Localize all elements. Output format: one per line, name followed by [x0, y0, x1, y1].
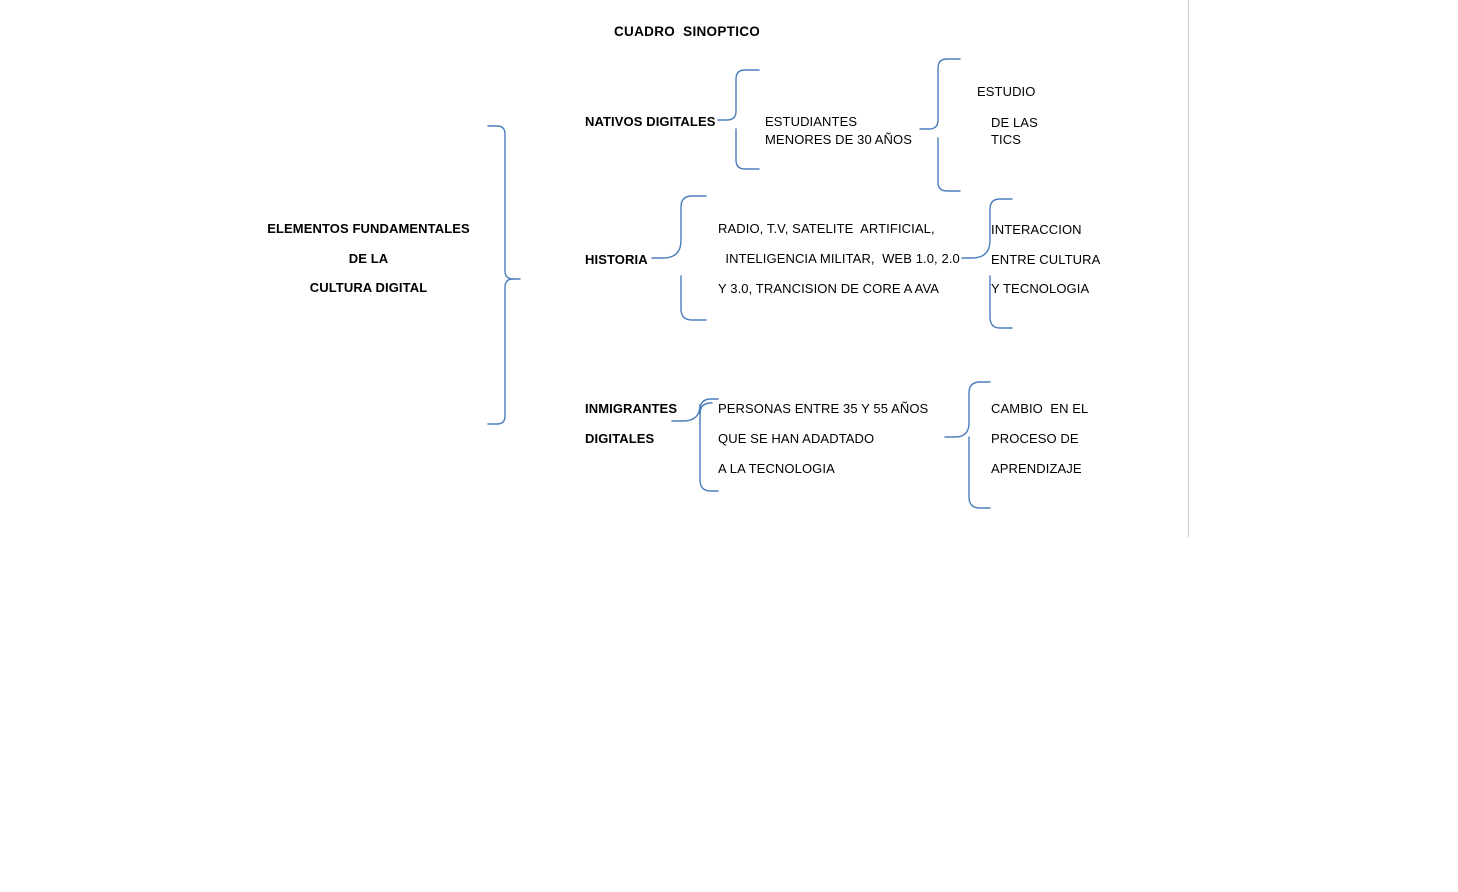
branch-sub-historia-line1: INTERACCION	[991, 222, 1082, 237]
branch-detail-nativos-line1: ESTUDIANTES	[765, 114, 858, 129]
branch-detail-inmigrantes-line2: QUE SE HAN ADADTADO	[718, 431, 875, 446]
branch-sub-nativos-line1: ESTUDIO	[977, 84, 1036, 99]
branch-sub-nativos-line2: DE LAS	[991, 115, 1038, 130]
branch-label-historia: HISTORIA	[585, 252, 648, 267]
branch-detail-historia-line2: INTELIGENCIA MILITAR, WEB 1.0, 2.0	[718, 251, 960, 266]
branch-sub-inmigrantes-line3: APRENDIZAJE	[991, 461, 1082, 476]
branch-detail-historia-line3: Y 3.0, TRANCISION DE CORE A AVA	[718, 281, 940, 296]
branch-label-nativos-digitales: NATIVOS DIGITALES	[585, 114, 716, 129]
branch-detail-historia-line1: RADIO, T.V, SATELITE ARTIFICIAL,	[718, 221, 935, 236]
page-edge-divider	[1188, 0, 1189, 537]
branch-sub-inmigrantes-line1: CAMBIO EN EL	[991, 401, 1089, 416]
root-label-line2: DE LA	[348, 251, 389, 266]
root-label-line1: ELEMENTOS FUNDAMENTALES	[267, 221, 470, 236]
branch-sub-historia-line2: ENTRE CULTURA	[991, 252, 1101, 267]
branch-sub-inmigrantes-line2: PROCESO DE	[991, 431, 1079, 446]
branch-sub-nativos-line3: TICS	[991, 132, 1022, 147]
branch-label-inmigrantes-digitales-line2: DIGITALES	[585, 431, 655, 446]
branch-detail-nativos-line2: MENORES DE 30 AÑOS	[765, 132, 913, 147]
branch-sub-historia-line3: Y TECNOLOGIA	[991, 281, 1090, 296]
page-title: CUADRO SINOPTICO	[614, 24, 761, 39]
branch-detail-inmigrantes-line1: PERSONAS ENTRE 35 Y 55 AÑOS	[718, 401, 929, 416]
branch-label-inmigrantes-digitales: INMIGRANTES	[585, 401, 678, 416]
branch-detail-inmigrantes-line3: A LA TECNOLOGIA	[718, 461, 835, 476]
root-label-line3: CULTURA DIGITAL	[309, 280, 428, 295]
